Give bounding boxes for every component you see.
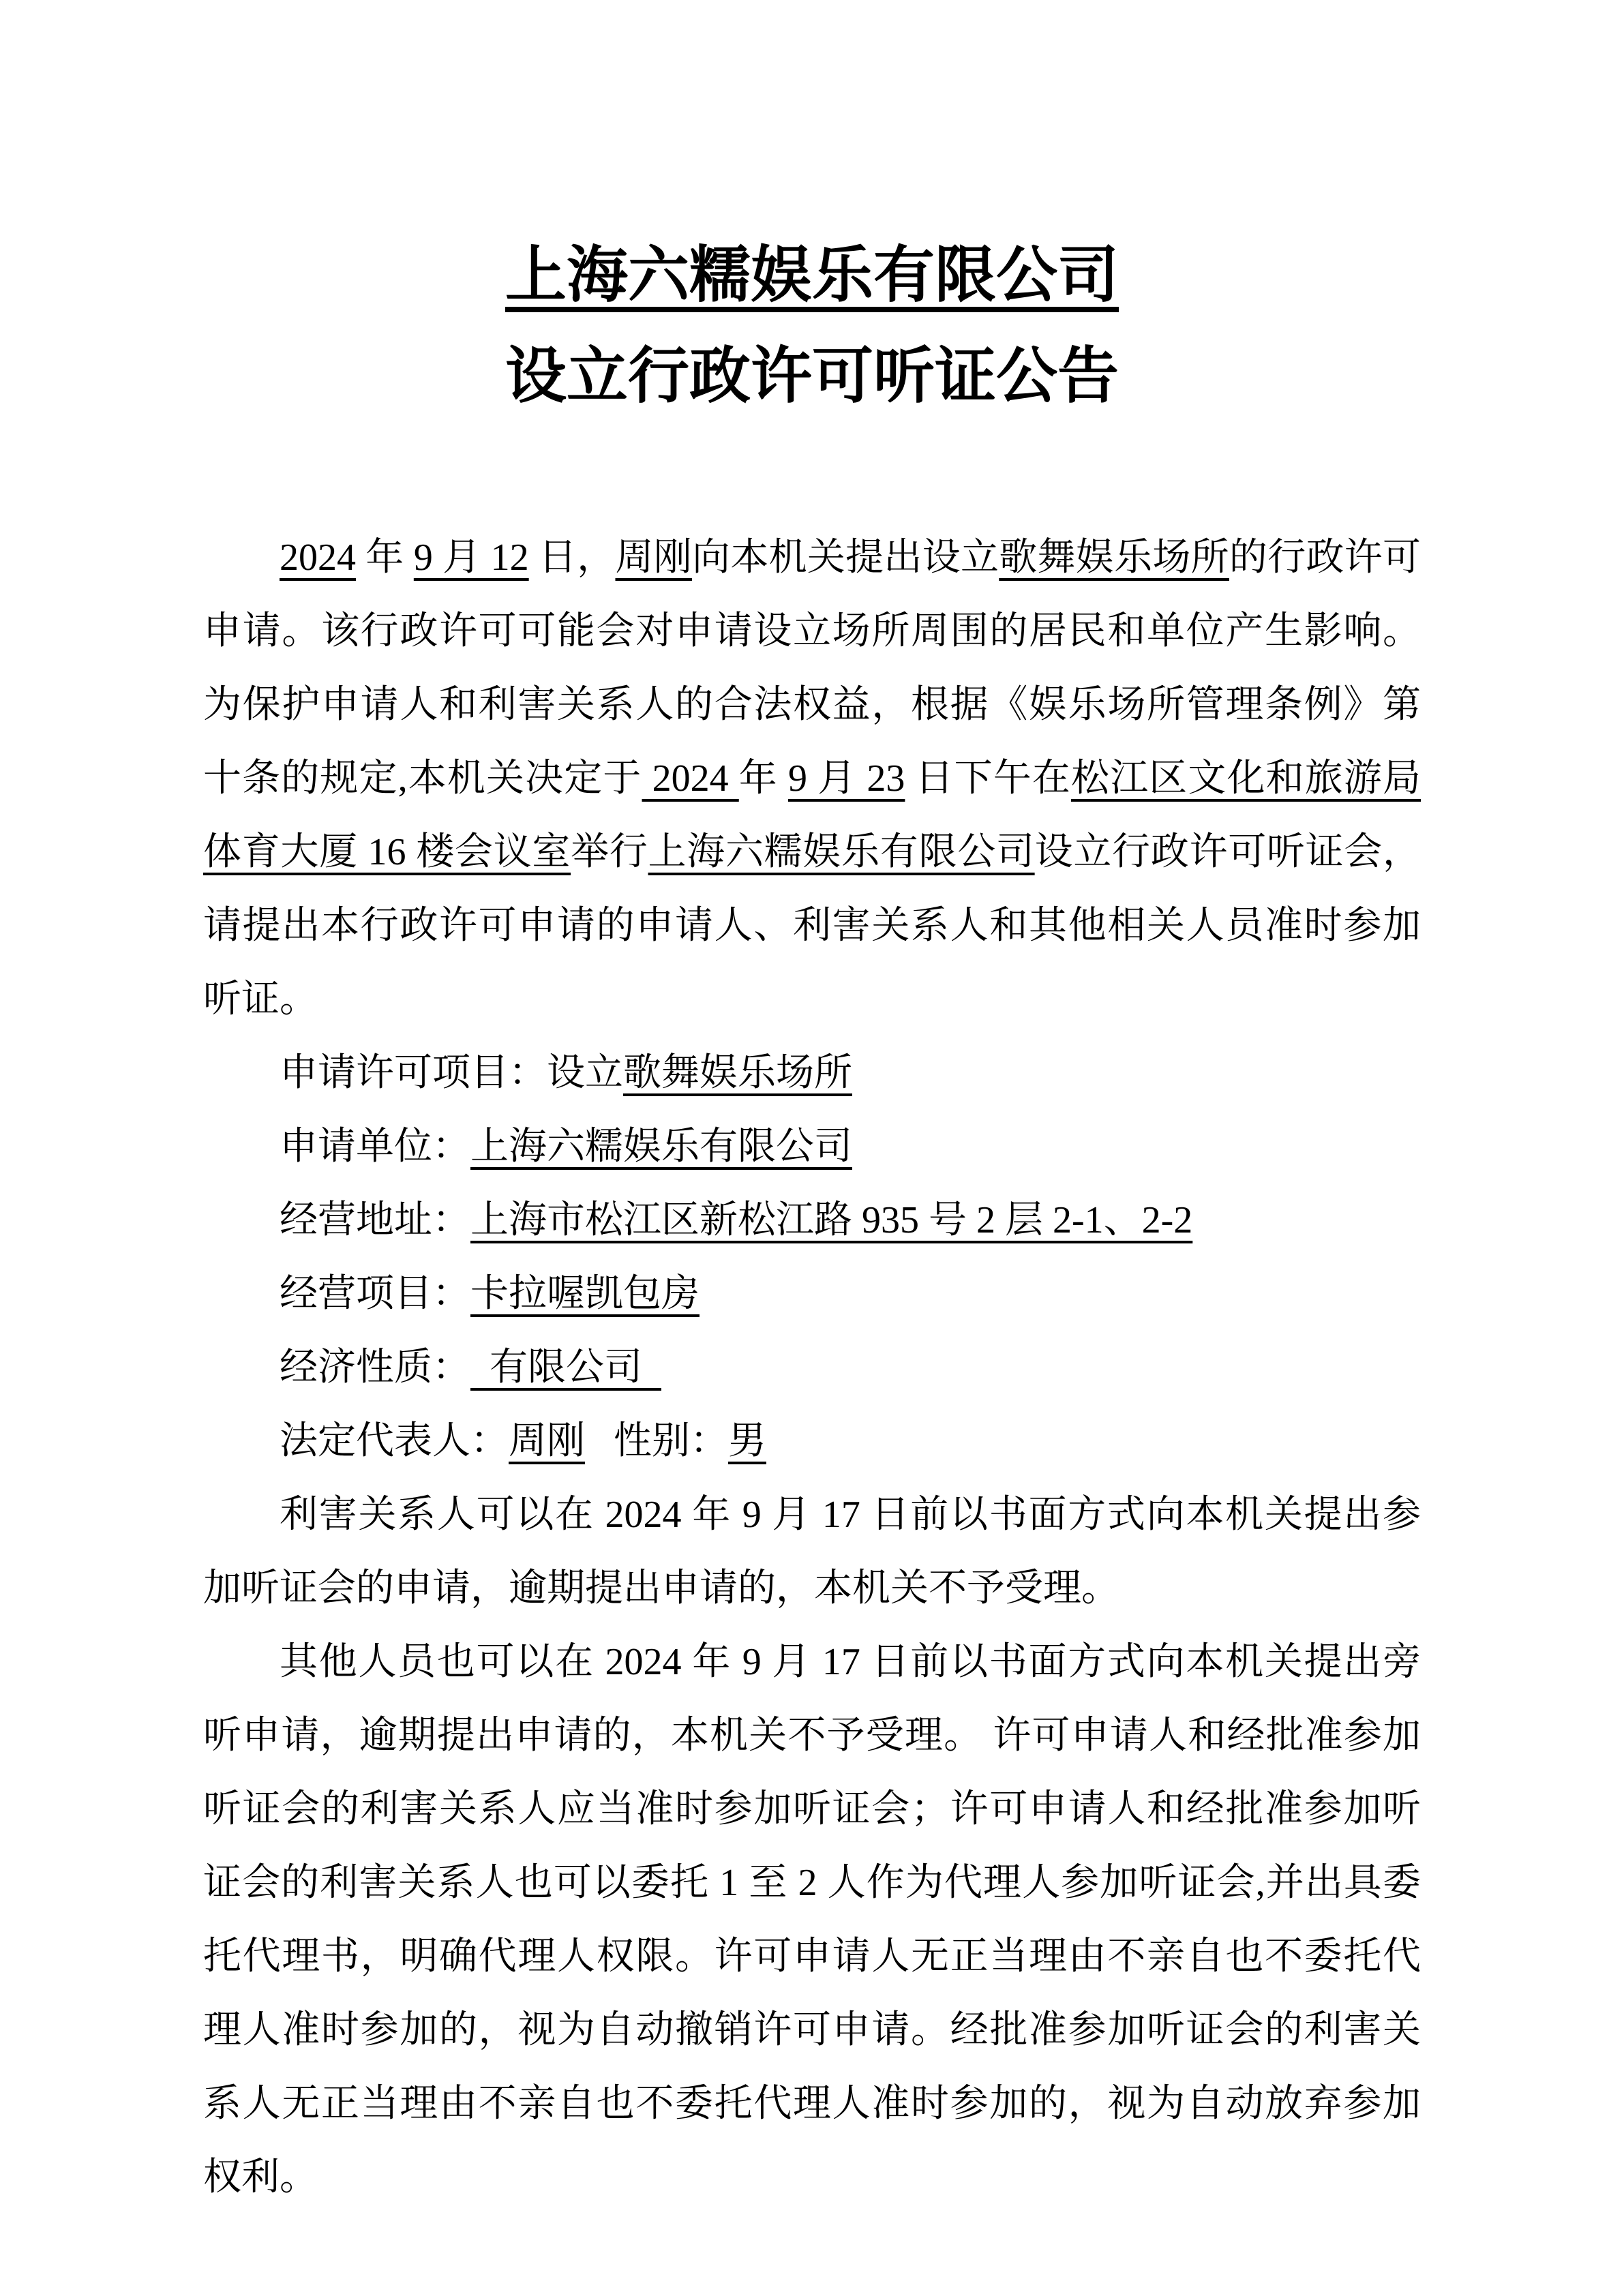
underlined-text: 周刚 — [509, 1420, 585, 1462]
underlined-text: 松江区文化和旅游局体育大厦 16 楼会议室 — [203, 757, 1421, 873]
body-text: 日， — [528, 537, 616, 579]
underlined-text: 歌舞娱乐场所 — [623, 1052, 852, 1094]
body-text: 举行 — [571, 831, 648, 873]
underlined-text: 上海六糯娱乐有限公司 — [648, 831, 1035, 873]
document-body — [203, 521, 1421, 2214]
item-economic-nature — [203, 1331, 1421, 1404]
body-text: 经济性质： — [280, 1346, 470, 1389]
underlined-text: 卡拉喔凯包房 — [470, 1273, 700, 1315]
title-line-2 — [0, 326, 1624, 427]
body-text: 性别： — [585, 1420, 728, 1462]
underlined-text: 9 月 23 — [788, 757, 905, 800]
underlined-text: 有限公司 — [470, 1346, 661, 1389]
body-text: 经营项目： — [280, 1273, 470, 1315]
underlined-text: 9 月 12 — [413, 537, 529, 579]
item-applicant-unit — [203, 1110, 1421, 1183]
item-legal-representative — [203, 1404, 1421, 1478]
stakeholder-paragraph — [203, 1478, 1421, 1625]
underlined-text: 男 — [728, 1420, 766, 1462]
body-text: 设立行政许可听证会，请提出本行政许可申请的申请人、利害关系人和其他相关人员准时参加听证。 — [203, 831, 1422, 1021]
underlined-text: 上海市松江区新松江路 935 号 2 层 2-1、2-2 — [470, 1199, 1193, 1241]
underlined-text: 2024 — [280, 537, 356, 579]
body-text: 经营地址： — [280, 1199, 470, 1241]
document-title — [0, 0, 1624, 427]
body-text: 利害关系人可以在 2024 年 9 月 17 日前以书面方式向本机关提出参加听证会的申请，逾期提出申请的，本机关不予受理。 — [203, 1494, 1421, 1610]
body-text: 年 — [738, 757, 788, 800]
body-text: 向本机关提出设立 — [692, 537, 999, 579]
body-text: 日下午在 — [905, 757, 1071, 800]
item-business-address — [203, 1183, 1421, 1257]
title-text: 设立行政许可听证公告 — [505, 342, 1119, 410]
item-business-project — [203, 1257, 1421, 1331]
item-license-project — [203, 1036, 1421, 1110]
body-text: 年 — [356, 537, 414, 579]
underlined-text: 2024 — [642, 757, 739, 800]
body-text: 其他人员也可以在 2024 年 9 月 17 日前以书面方式向本机关提出旁听申请，逾期提出申请的，本机关不予受理。 许可申请人和经批准参加听证会的利害关系人应当准时参加听证会；许可申请人和经批准参加听证会的利害关系人也可以委托 1 至 2 人作为代理人参加听证会,并出具委托代理书，明确代理人权限。许可申请人无正当理由不亲自也不委托代理人准时参加的，视为自动撤销许可申请。经批准参加听证会的利害关系人无正当理由不亲自也不委托代理人准时参加的，视为自动放弃参加权利。 — [203, 1641, 1421, 2199]
title-text-underlined: 上海六糯娱乐有限公司 — [505, 241, 1119, 309]
underlined-text: 上海六糯娱乐有限公司 — [470, 1126, 852, 1168]
others-paragraph — [203, 1625, 1421, 2214]
body-text: 申请单位： — [280, 1126, 470, 1168]
title-line-1 — [0, 225, 1624, 326]
intro-paragraph — [203, 521, 1421, 1036]
underlined-text: 歌舞娱乐场所 — [999, 537, 1229, 579]
body-text: 法定代表人： — [280, 1420, 509, 1462]
underlined-text: 周刚 — [615, 537, 693, 579]
body-text: 的行政许可申请。该行政许可可能会对申请设立场所周围的居民和单位产生影响。为保护申请人和利害关系人的合法权益，根据《娱乐场所管理条例》第十条的规定,本机关决定于 — [203, 537, 1422, 800]
body-text: 申请许可项目：设立 — [280, 1052, 623, 1094]
